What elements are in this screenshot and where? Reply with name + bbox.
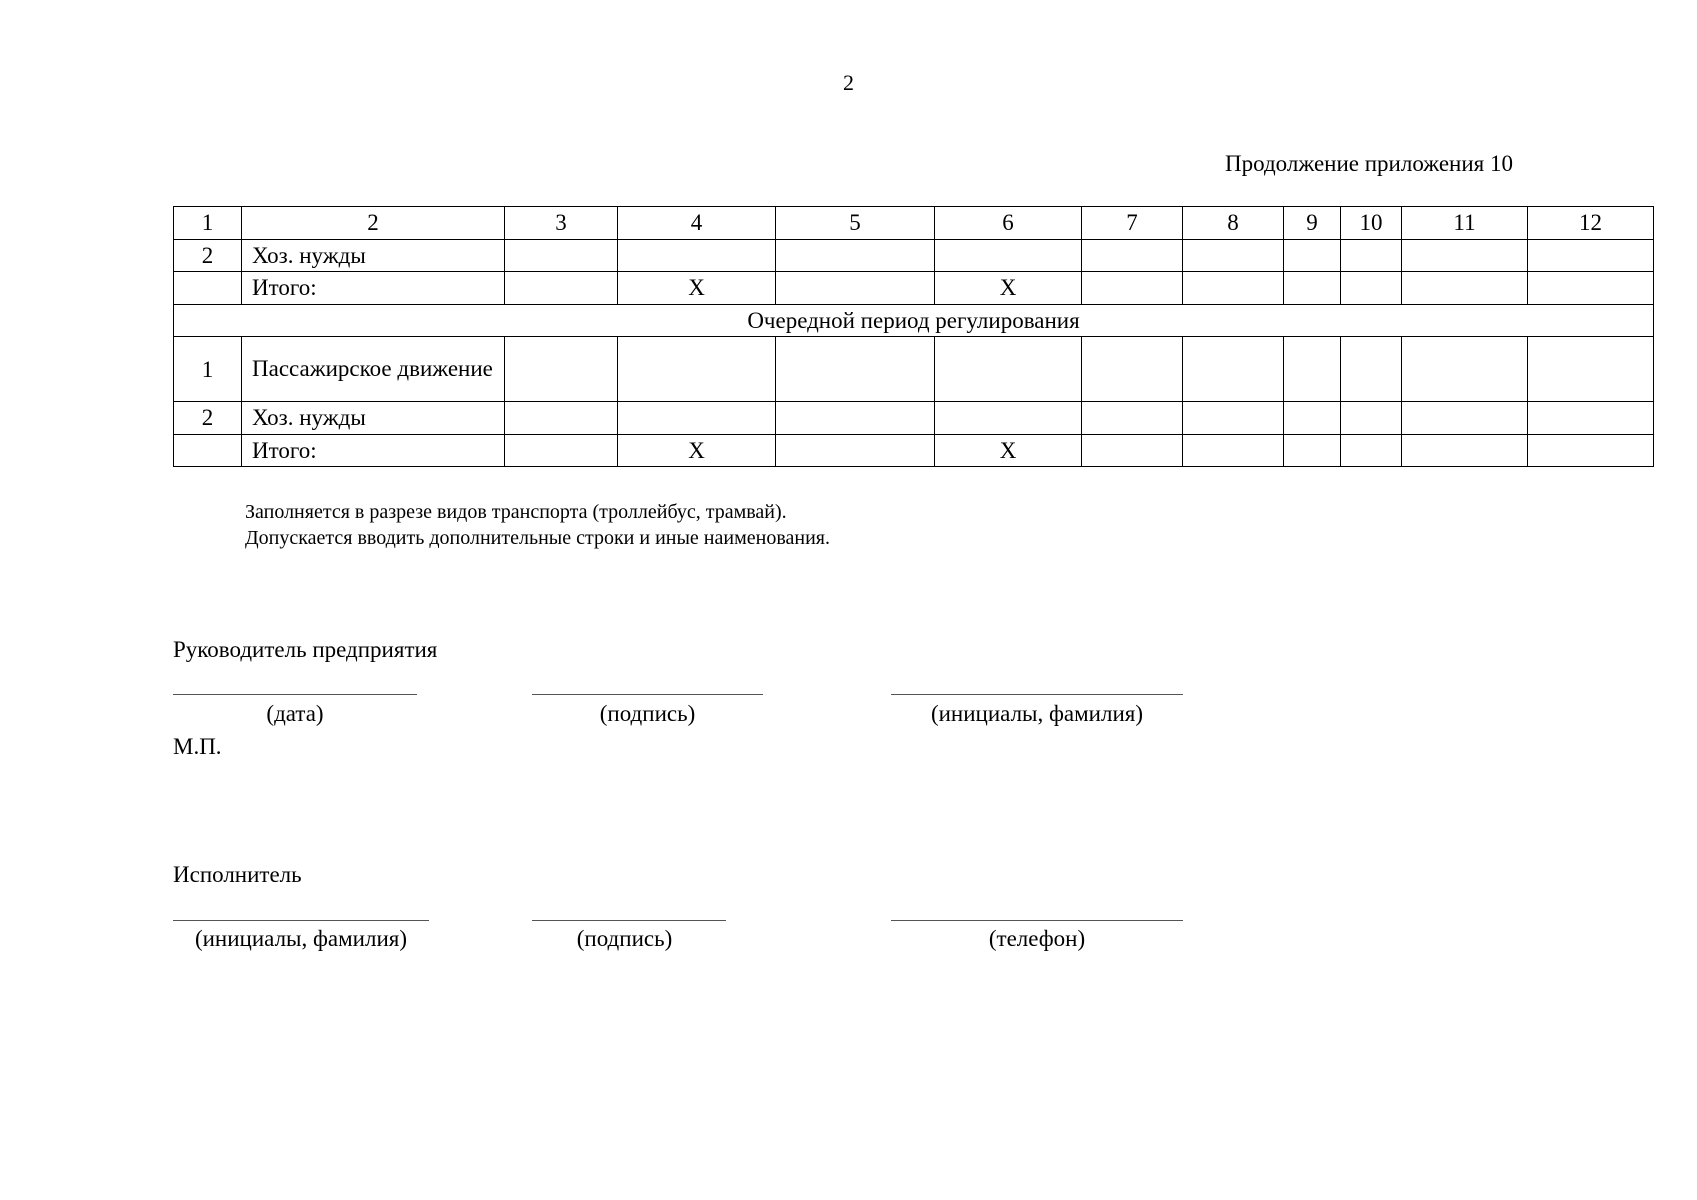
- table-row: [174, 434, 1654, 467]
- table-cell[interactable]: [1341, 239, 1402, 272]
- table-cell[interactable]: [1183, 434, 1284, 467]
- phone-line[interactable]: [891, 920, 1183, 921]
- table-cell[interactable]: [1082, 402, 1183, 435]
- table-cell[interactable]: [1183, 239, 1284, 272]
- table-cell[interactable]: [1402, 434, 1528, 467]
- table-cell[interactable]: [776, 272, 935, 305]
- header-cell: 5: [776, 207, 935, 240]
- table-cell[interactable]: [618, 402, 776, 435]
- table-cell[interactable]: [1082, 337, 1183, 402]
- table-row: [174, 402, 1654, 435]
- header-cell: 8: [1183, 207, 1284, 240]
- table-cell[interactable]: [1528, 239, 1654, 272]
- row-name: Хоз. нужды: [242, 239, 505, 272]
- row-number: 2: [174, 239, 242, 272]
- table-cell[interactable]: [1082, 272, 1183, 305]
- name-caption: (инициалы, фамилия): [930, 701, 1144, 726]
- executor-name-line[interactable]: [173, 920, 429, 921]
- note-text: Допускается вводить дополнительные строки и иные наименования.: [245, 527, 830, 549]
- table-cell[interactable]: [618, 239, 776, 272]
- table-row: [174, 337, 1654, 402]
- table-cell[interactable]: [776, 337, 935, 402]
- table-cell[interactable]: [1284, 402, 1341, 435]
- table-cell[interactable]: X: [935, 434, 1082, 467]
- table-cell[interactable]: [505, 272, 618, 305]
- header-cell: 7: [1082, 207, 1183, 240]
- table-cell[interactable]: [1528, 337, 1654, 402]
- table-cell[interactable]: [1402, 272, 1528, 305]
- table-cell[interactable]: [1284, 239, 1341, 272]
- header-cell: 9: [1284, 207, 1341, 240]
- row-name: Хоз. нужды: [242, 402, 505, 435]
- table-cell[interactable]: X: [935, 272, 1082, 305]
- table-cell[interactable]: [1284, 434, 1341, 467]
- header-cell: 1: [174, 207, 242, 240]
- table-cell[interactable]: [1284, 272, 1341, 305]
- table-cell[interactable]: [1341, 272, 1402, 305]
- row-number: [174, 272, 242, 305]
- row-number: [174, 434, 242, 467]
- table-cell[interactable]: [1082, 434, 1183, 467]
- table-header-row: [174, 207, 1654, 240]
- data-table: [173, 206, 1654, 467]
- header-cell: 6: [935, 207, 1082, 240]
- table-cell[interactable]: [1341, 402, 1402, 435]
- name-line[interactable]: [891, 694, 1183, 695]
- row-name: Итого:: [242, 434, 505, 467]
- table-cell[interactable]: X: [618, 272, 776, 305]
- table-cell[interactable]: X: [618, 434, 776, 467]
- table-cell[interactable]: [1341, 337, 1402, 402]
- stamp-label: М.П.: [173, 734, 222, 759]
- appendix-title: Продолжение приложения 10: [1225, 151, 1513, 176]
- section-row: [174, 304, 1654, 337]
- table-cell[interactable]: [1528, 272, 1654, 305]
- header-cell: 10: [1341, 207, 1402, 240]
- executor-title: Исполнитель: [173, 862, 302, 887]
- row-number: 1: [174, 337, 242, 402]
- table-cell[interactable]: [776, 434, 935, 467]
- table-cell[interactable]: [1528, 402, 1654, 435]
- row-name: Пассажирское движение: [242, 337, 505, 402]
- note-text: Заполняется в разрезе видов транспорта (троллейбус, трамвай).: [245, 501, 787, 523]
- table-cell[interactable]: [935, 337, 1082, 402]
- table-cell[interactable]: [1528, 434, 1654, 467]
- row-name: Итого:: [242, 272, 505, 305]
- header-cell: 2: [242, 207, 505, 240]
- table-cell[interactable]: [1183, 402, 1284, 435]
- table-cell[interactable]: [618, 337, 776, 402]
- date-caption: (дата): [266, 701, 324, 726]
- date-line[interactable]: [173, 694, 417, 695]
- executor-signature-caption: (подпись): [576, 926, 673, 951]
- header-cell: 4: [618, 207, 776, 240]
- table-cell[interactable]: [1341, 434, 1402, 467]
- section-title: Очередной период регулирования: [174, 304, 1654, 337]
- row-number: 2: [174, 402, 242, 435]
- table-cell[interactable]: [505, 434, 618, 467]
- table-cell[interactable]: [505, 337, 618, 402]
- table-cell[interactable]: [776, 239, 935, 272]
- table-cell[interactable]: [1082, 239, 1183, 272]
- table-cell[interactable]: [1183, 272, 1284, 305]
- executor-signature-line[interactable]: [532, 920, 726, 921]
- phone-caption: (телефон): [988, 926, 1086, 951]
- header-cell: 12: [1528, 207, 1654, 240]
- table-row: [174, 272, 1654, 305]
- header-cell: 11: [1402, 207, 1528, 240]
- head-title: Руководитель предприятия: [173, 637, 438, 662]
- table-cell[interactable]: [776, 402, 935, 435]
- table-cell[interactable]: [935, 239, 1082, 272]
- table-cell[interactable]: [935, 402, 1082, 435]
- signature-line[interactable]: [532, 694, 763, 695]
- table-cell[interactable]: [1183, 337, 1284, 402]
- table-cell[interactable]: [1402, 402, 1528, 435]
- executor-name-caption: (инициалы, фамилия): [194, 926, 408, 951]
- table-cell[interactable]: [505, 402, 618, 435]
- table-cell[interactable]: [505, 239, 618, 272]
- header-cell: 3: [505, 207, 618, 240]
- table-cell[interactable]: [1402, 337, 1528, 402]
- signature-caption: (подпись): [599, 701, 696, 726]
- table-cell[interactable]: [1284, 337, 1341, 402]
- table-row: [174, 239, 1654, 272]
- table-cell[interactable]: [1402, 239, 1528, 272]
- page-number: 2: [843, 70, 854, 95]
